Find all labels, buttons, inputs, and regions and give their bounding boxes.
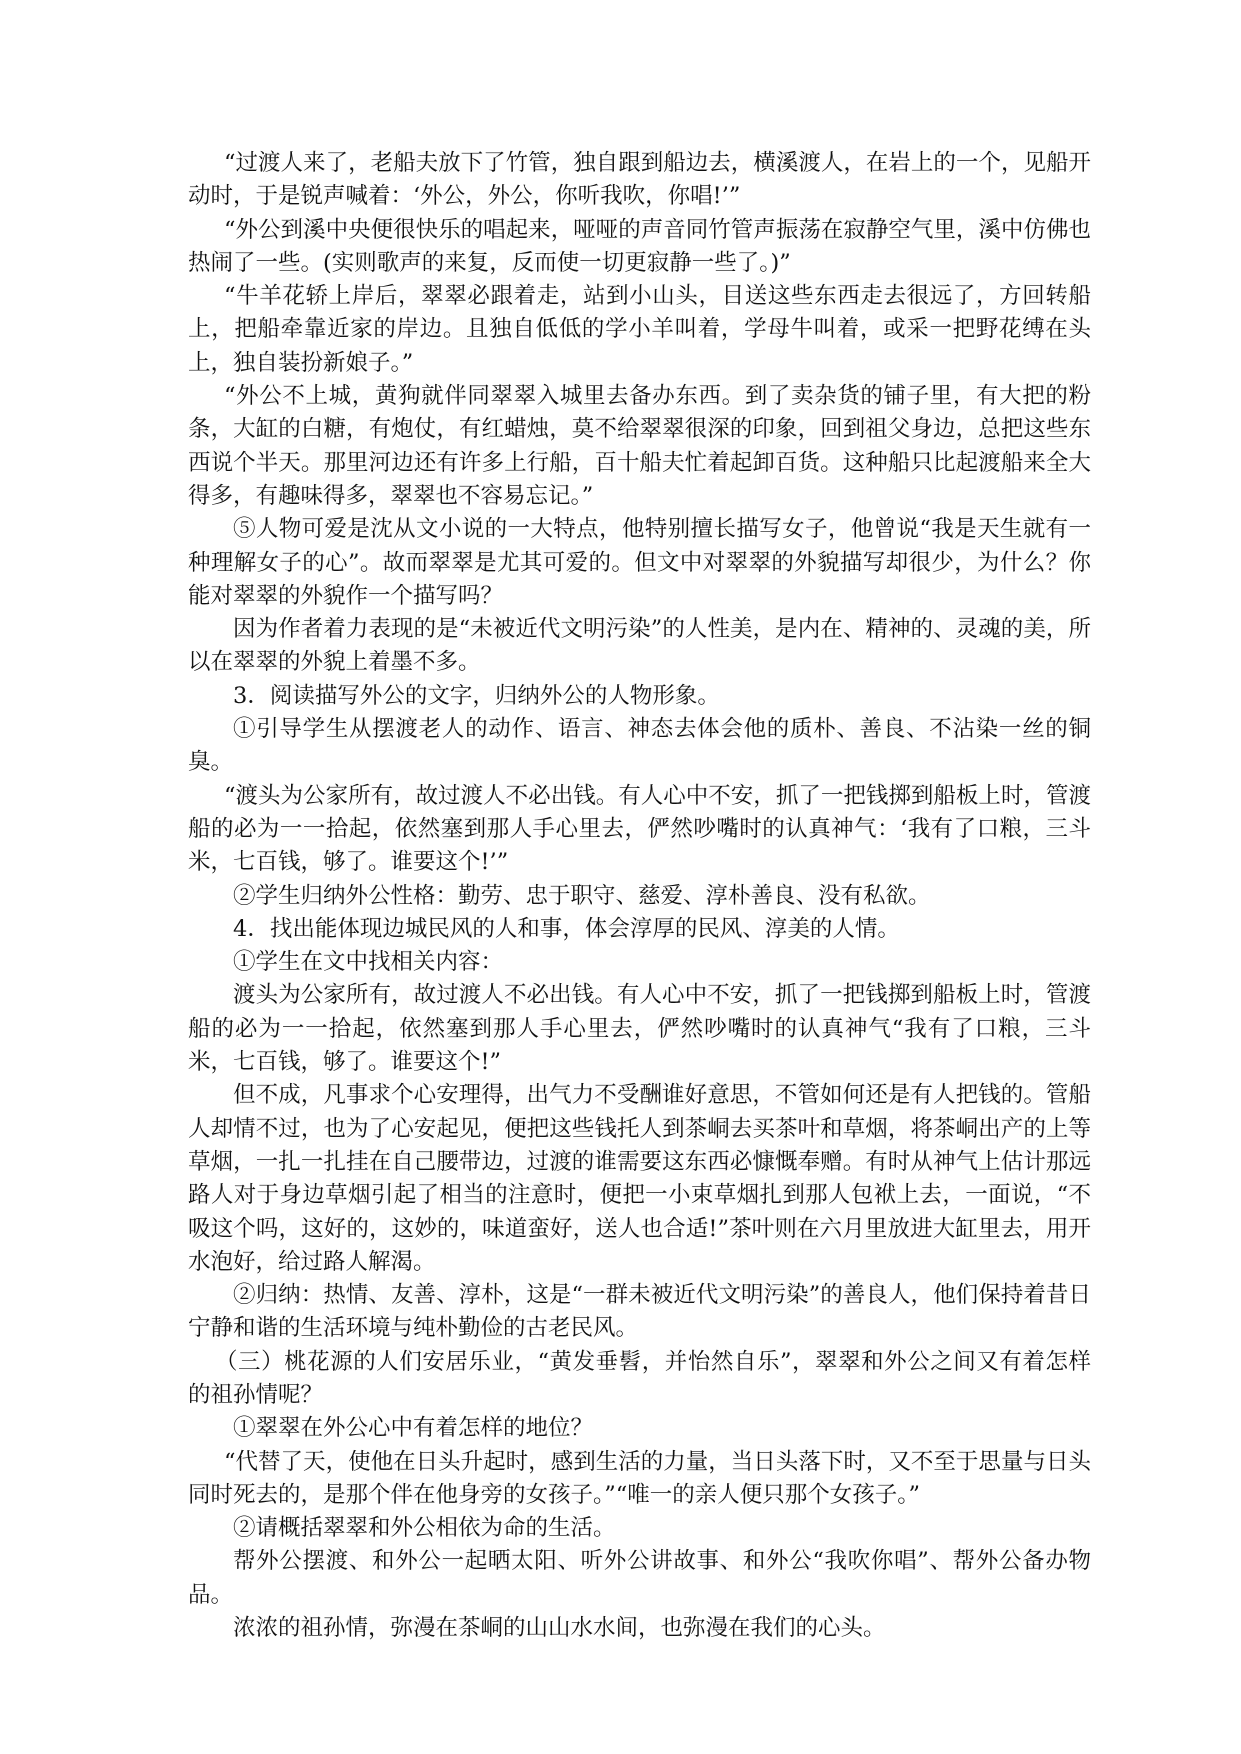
body-paragraph: 但不成，凡事求个心安理得，出气力不受酬谁好意思，不管如何还是有人把钱的。管船人却情不过，也为了心安起见，便把这些钱托人到茶峒去买茶叶和草烟，将茶峒出产的上等草烟，一扎一扎挂在自己腰带边，过渡的谁需要这东西必慷慨奉赠。有时从神气上估计那远路人对于身边草烟引起了相当的注意时，便把一小束草烟扎到那人包袱上去，一面说，“不吸这个吗，这好的，这妙的，味道蛮好，送人也合适!”茶叶则在六月里放进大缸里去，用开水泡好，给过路人解渴。 [188,1082,1091,1275]
body-paragraph: ②请概括翠翠和外公相依为命的生活。 [233,1515,616,1542]
quote-paragraph: “过渡人来了，老船夫放下了竹管，独自跟到船边去，横溪渡人，在岩上的一个，见船开动时，于是锐声喊着：‘外公，外公，你听我吹，你唱!’” [188,150,1091,210]
body-paragraph: ②归纳：热情、友善、淳朴，这是“一群未被近代文明污染”的善良人，他们保持着昔日宁静和谐的生活环境与纯朴勤俭的古老民风。 [188,1282,1091,1342]
body-paragraph: ①引导学生从摆渡老人的动作、语言、神态去体会他的质朴、善良、不沾染一丝的铜臭。 [188,716,1091,776]
quote-paragraph: “代替了天，使他在日头升起时，感到生活的力量，当日头落下时，又不至于思量与日头同时死去的，是那个伴在他身旁的女孩子。”“唯一的亲人便只那个女孩子。” [188,1448,1091,1508]
section-heading: 4．找出能体现边城民风的人和事，体会淳厚的民风、淳美的人情。 [233,915,900,942]
quote-paragraph: “外公到溪中央便很快乐的唱起来，哑哑的声音同竹管声振荡在寂静空气里，溪中仿佛也热闹了一些。(实则歌声的来复，反而使一切更寂静一些了。)” [188,216,1091,276]
body-paragraph: 浓浓的祖孙情，弥漫在茶峒的山山水水间，也弥漫在我们的心头。 [233,1615,886,1642]
quote-paragraph: “外公不上城，黄狗就伴同翠翠入城里去备办东西。到了卖杂货的铺子里，有大把的粉条，大缸的白糖，有炮仗，有红蜡烛，莫不给翠翠很深的印象，回到祖父身边，总把这些东西说个半天。那里河边还有许多上行船，百十船夫忙着起卸百货。这种船只比起渡船来全大得多，有趣味得多，翠翠也不容易忘记。” [188,383,1091,509]
quote-paragraph: “牛羊花轿上岸后，翠翠必跟着走，站到小山头，目送这些东西走去很远了，方回转船上，把船牵靠近家的岸边。且独自低低的学小羊叫着，学母牛叫着，或采一把野花缚在头上，独自装扮新娘子。” [188,283,1091,376]
body-paragraph: ①学生在文中找相关内容： [233,949,504,976]
body-paragraph: ②学生归纳外公性格：勤劳、忠于职守、慈爱、淳朴善良、没有私欲。 [233,882,931,909]
quote-paragraph: “渡头为公家所有，故过渡人不必出钱。有人心中不安，抓了一把钱掷到船板上时，管渡船的必为一一拾起，依然塞到那人手心里去，俨然吵嘴时的认真神气：‘我有了口粮，三斗米，七百钱，够了。谁要这个!’” [188,782,1091,876]
section-heading: 3．阅读描写外公的文字，归纳外公的人物形象。 [233,682,720,709]
body-paragraph: 渡头为公家所有，故过渡人不必出钱。有人心中不安，抓了一把钱掷到船板上时，管渡船的必为一一拾起，依然塞到那人手心里去，俨然吵嘴时的认真神气“我有了口粮，三斗米，七百钱，够了。谁要这个!” [188,982,1091,1076]
body-paragraph: ⑤人物可爱是沈从文小说的一大特点，他特别擅长描写女子，他曾说“我是天生就有一种理解女子的心”。故而翠翠是尤其可爱的。但文中对翠翠的外貌描写却很少，为什么？你能对翠翠的外貌作一个描写吗？ [188,516,1091,609]
body-paragraph: 帮外公摆渡、和外公一起晒太阳、听外公讲故事、和外公“我吹你唱”、帮外公备办物品。 [188,1548,1091,1608]
section-heading: （三）桃花源的人们安居乐业，“黄发垂髫，并怡然自乐”，翠翠和外公之间又有着怎样的祖孙情呢？ [188,1348,1091,1408]
body-paragraph: 因为作者着力表现的是“未被近代文明污染”的人性美，是内在、精神的、灵魂的美，所以在翠翠的外貌上着墨不多。 [188,616,1091,676]
body-paragraph: ①翠翠在外公心中有着怎样的地位？ [233,1415,594,1442]
